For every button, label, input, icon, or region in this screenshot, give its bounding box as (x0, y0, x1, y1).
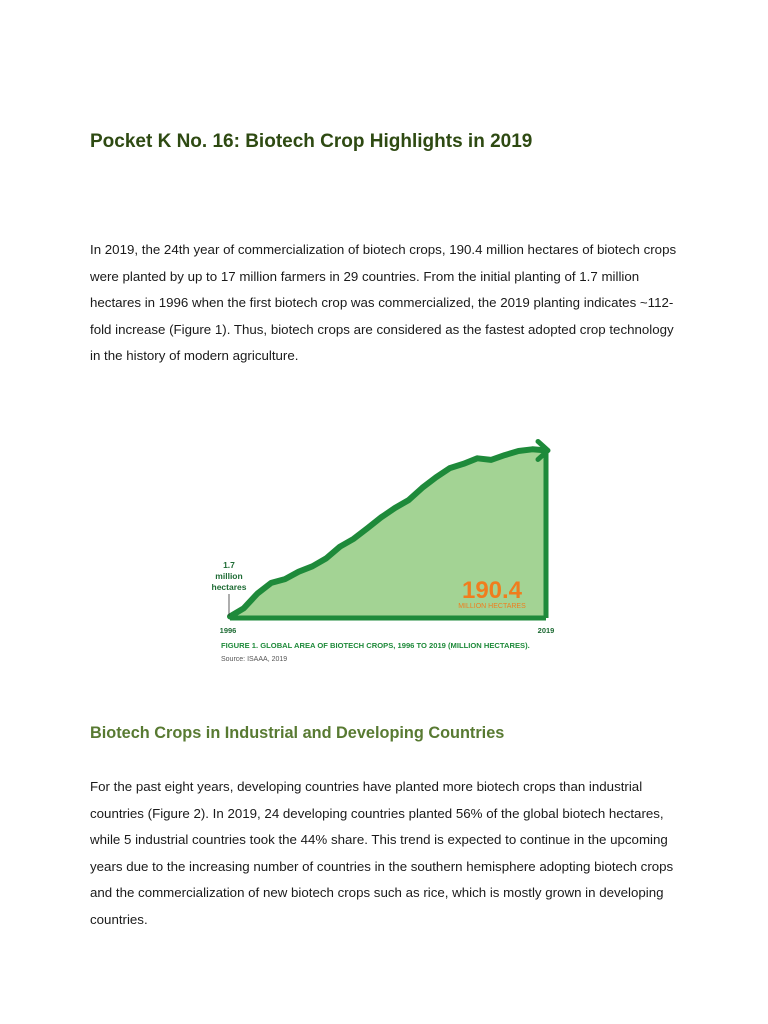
end-value-label: 190.4 (461, 577, 523, 604)
area-chart (200, 420, 570, 670)
end-unit-label: MILLION HECTARES (458, 603, 526, 610)
start-label-line-2: million (215, 571, 243, 581)
figure-1 (200, 420, 570, 670)
second-paragraph: For the past eight years, developing countries have planted more biotech crops than industrial countries (Figure 2). In 2019, 24 developing countries planted 56% of the global biotech hectares, while 5 industrial countries took the 44% share. This trend is expected to continue in the upcoming years due to the increasing number of countries in the southern hemisphere adopting biotech crops and the commercialization of new biotech crops such as rice, which is mostly grown in developing countries. (90, 779, 674, 927)
figure-caption: FIGURE 1. GLOBAL AREA OF BIOTECH CROPS, 1996 TO 2019 (MILLION HECTARES). (221, 641, 530, 650)
start-label-line-3: hectares (211, 582, 247, 592)
start-label-line-1: 1.7 (223, 560, 235, 570)
figure-source: Source: ISAAA, 2019 (221, 656, 288, 663)
intro-paragraph: In 2019, the 24th year of commercialization of biotech crops, 190.4 million hectares of biotech crops were planted by up to 17 million farmers in 29 countries. From the initial planting of 1.7 million hectares in 1996 when the first biotech crop was commercialized, the 2019 planting indicates ~112-fold increase (Figure 1). Thus, biotech crops are considered as the fastest adopted crop technology in the history of modern agriculture. (90, 242, 677, 363)
page-title: Pocket K No. 16: Biotech Crop Highlights in 2019 (90, 131, 533, 152)
section-heading: Biotech Crops in Industrial and Developing Countries (90, 724, 505, 742)
x-tick-label-2019: 2019 (537, 626, 555, 635)
x-tick-label-1996: 1996 (219, 626, 237, 635)
